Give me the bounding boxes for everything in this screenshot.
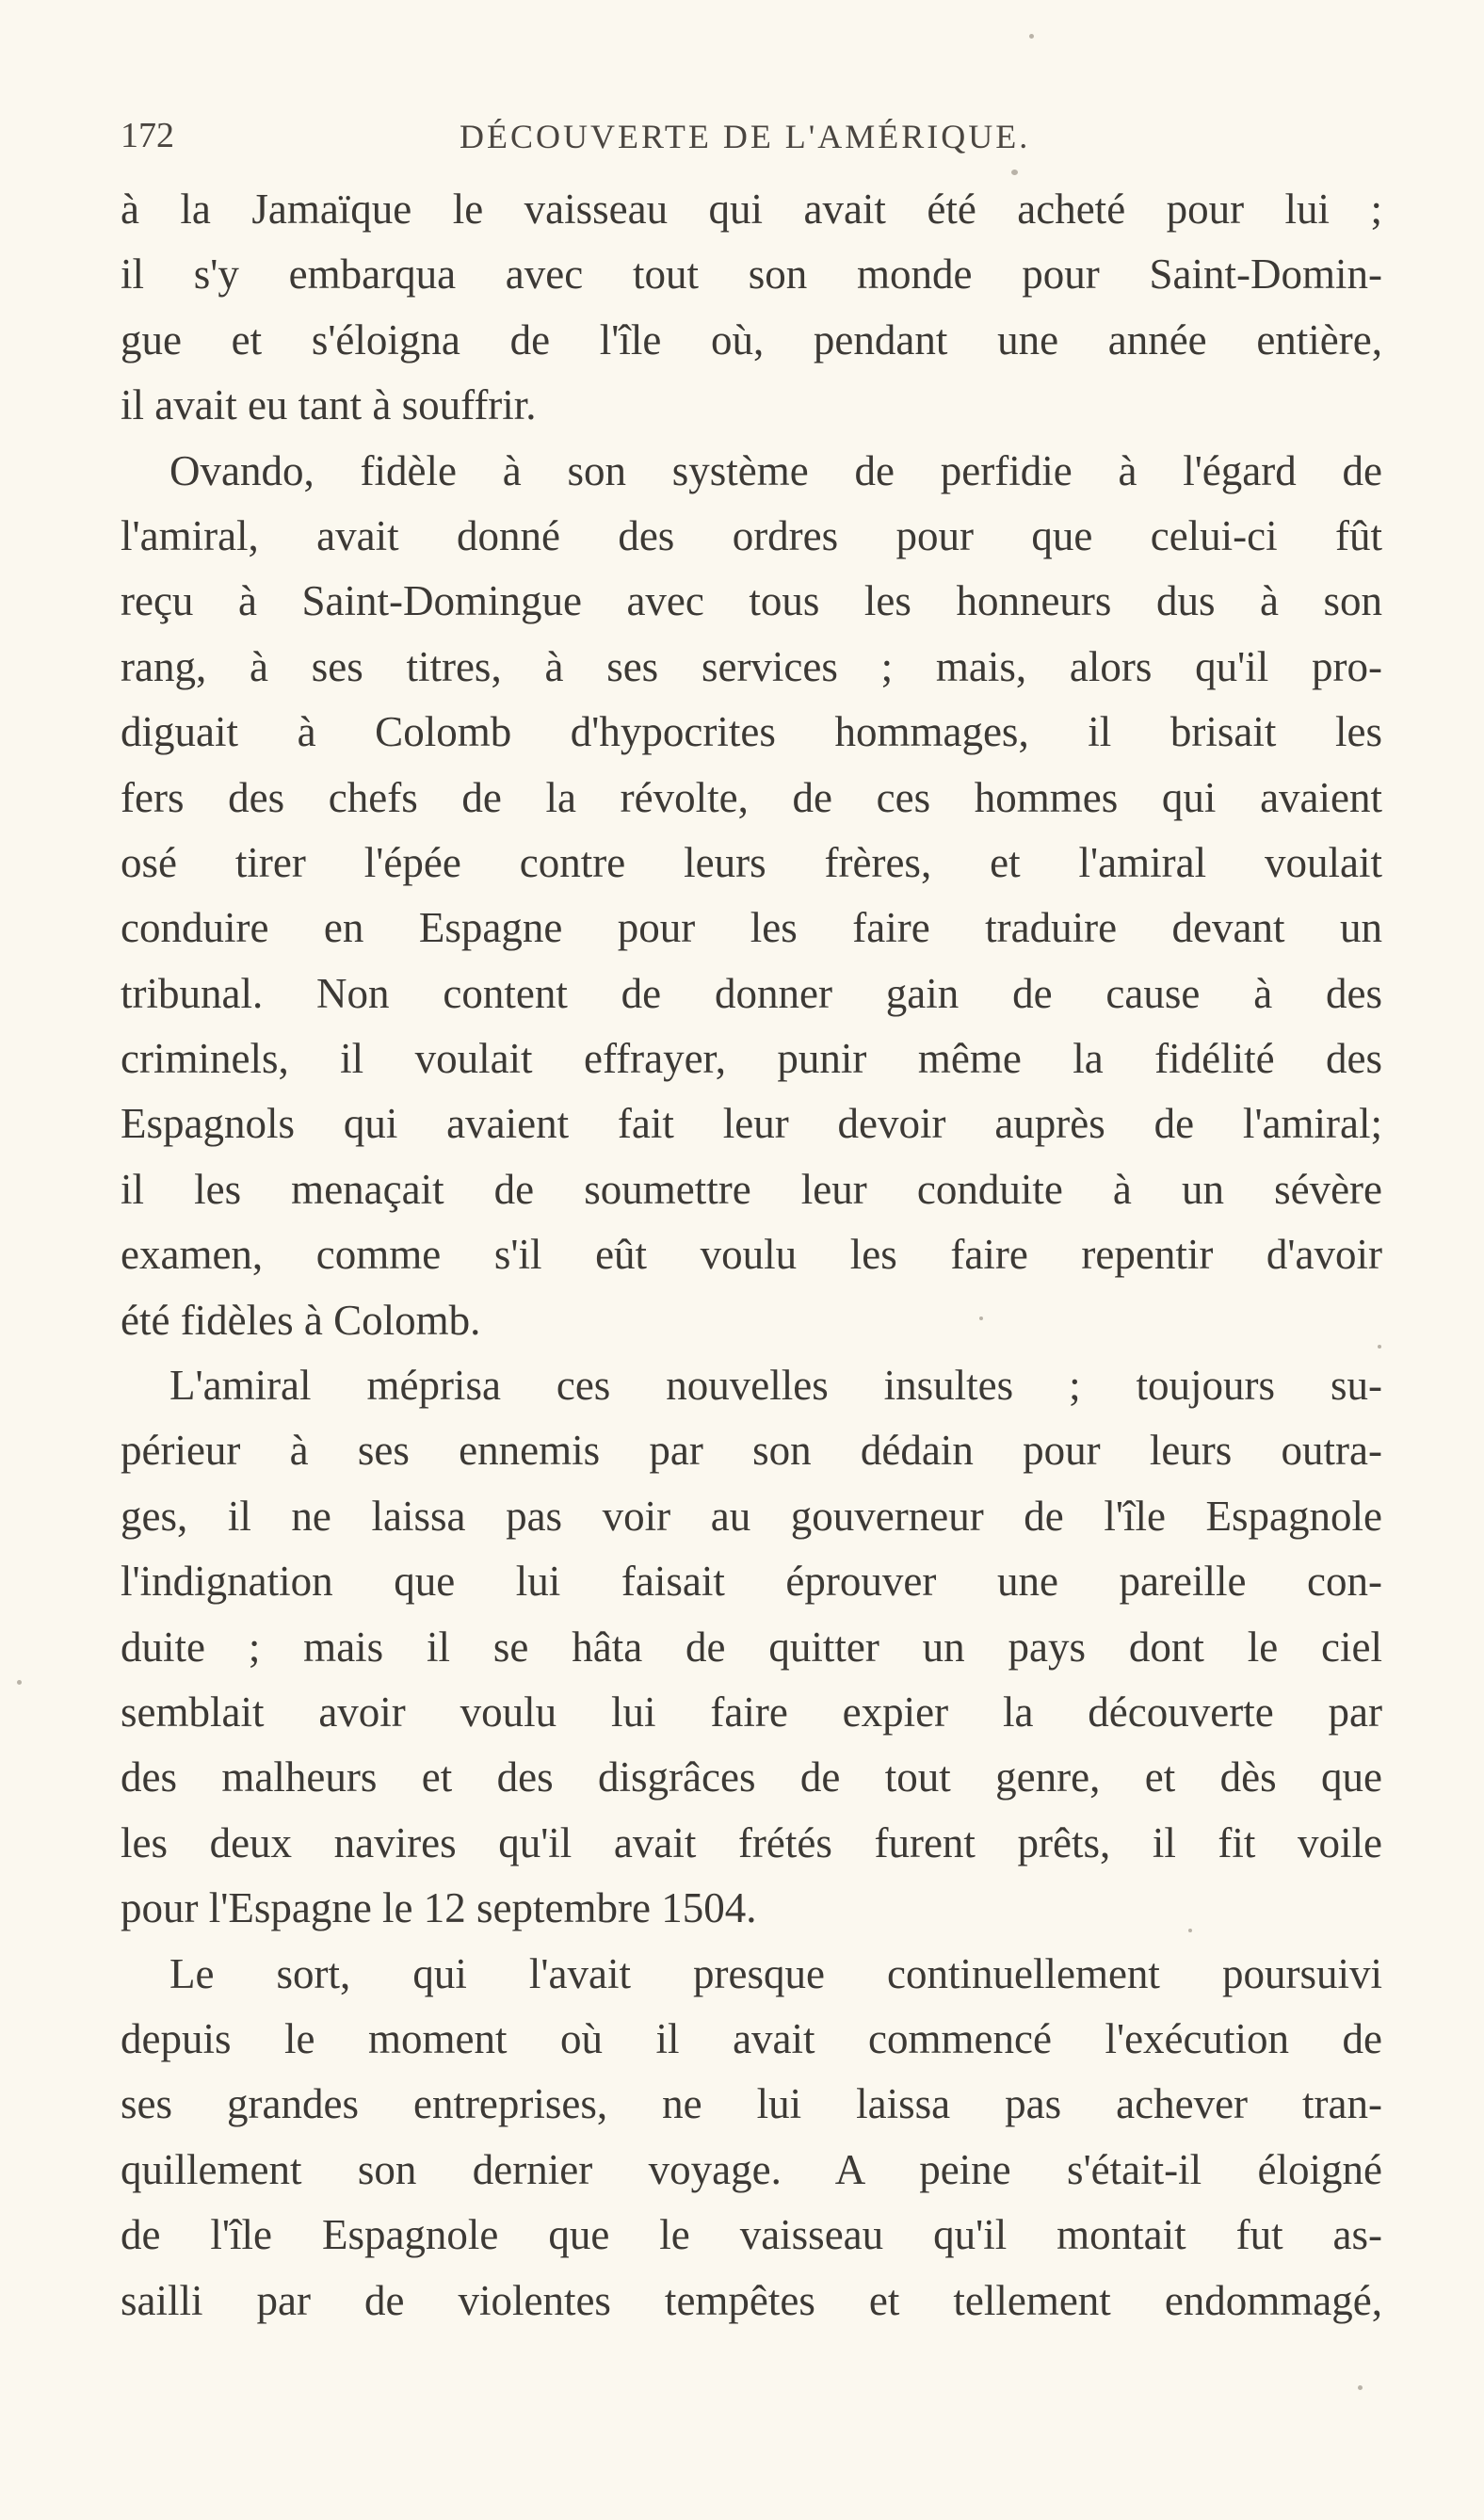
text-line: périeur à ses ennemis par son dédain pour leurs outra- [121,1427,1382,1475]
page-header [121,115,1382,171]
text-line: examen, comme s'il eût voulu les faire repentir d'avoir [121,1231,1382,1279]
text-line: il les menaçait de soumettre leur conduite à un sévère [121,1165,1382,1213]
text-line: les deux navires qu'il avait frétés furent prêts, il fit voile [121,1818,1382,1866]
text-line: été fidèles à Colomb. [121,1296,481,1344]
text-line: criminels, il voulait effrayer, punir même la fidélité des [121,1035,1382,1083]
text-line: reçu à Saint-Domingue avec tous les honneurs dus à son [121,577,1382,625]
paper-speck [1378,1345,1381,1349]
paper-speck [1188,1929,1192,1932]
text-line: pour l'Espagne le 12 septembre 1504. [121,1884,757,1932]
text-line: depuis le moment où il avait commencé l'exécution de [121,2014,1382,2062]
text-line: quillement son dernier voyage. A peine s'était-il éloigné [121,2145,1382,2193]
paper-speck [17,1680,22,1685]
text-line: l'indignation que lui faisait éprouver une pareille con- [121,1558,1382,1606]
text-line: osé tirer l'épée contre leurs frères, et l'amiral voulait [121,838,1382,886]
text-line: l'amiral, avait donné des ordres pour que celui-ci fût [121,511,1382,559]
text-line: ges, il ne laissa pas voir au gouverneur de l'île Espagnole [121,1492,1382,1540]
text-line: à la Jamaïque le vaisseau qui avait été acheté pour lui ; [121,186,1382,233]
text-line: Espagnols qui avaient fait leur devoir auprès de l'amiral; [121,1100,1382,1148]
text-line: diguait à Colomb d'hypocrites hommages, il brisait les [121,708,1382,756]
text-line: des malheurs et des disgrâces de tout genre, et dès que [121,1753,1382,1801]
paper-speck [1358,2385,1363,2390]
paper-speck [1011,170,1018,175]
text-line: rang, à ses titres, à ses services ; mais, alors qu'il pro- [121,642,1382,690]
text-line: fers des chefs de la révolte, de ces hommes qui avaient [121,773,1382,821]
paper-speck [979,1317,983,1320]
text-line: gue et s'éloigna de l'île où, pendant une année entière, [121,315,1382,363]
text-line: duite ; mais il se hâta de quitter un pays dont le ciel [121,1623,1382,1671]
text-line: sailli par de violentes tempêtes et tellement endommagé, [121,2276,1382,2324]
text-line: Le sort, qui l'avait presque continuellement poursuivi [169,1949,1382,1997]
text-line: il avait eu tant à souffrir. [121,381,537,429]
text-line: il s'y embarqua avec tout son monde pour Saint-Domin- [121,250,1382,299]
text-line: conduire en Espagne pour les faire traduire devant un [121,904,1382,952]
text-line: L'amiral méprisa ces nouvelles insultes ; toujours su- [169,1362,1382,1410]
running-head: DÉCOUVERTE DE L'AMÉRIQUE. [460,118,1031,155]
text-line: semblait avoir voulu lui faire expier la découverte par [121,1688,1382,1736]
body-text [121,177,1382,2334]
page-number: 172 [121,116,174,155]
text-line: de l'île Espagnole que le vaisseau qu'il montait fut as- [121,2211,1382,2259]
paper-speck [1029,34,1034,39]
text-line: Ovando, fidèle à son système de perfidie à l'égard de [169,446,1382,494]
text-line: tribunal. Non content de donner gain de cause à des [121,969,1382,1017]
text-line: ses grandes entreprises, ne lui laissa pas achever tran- [121,2080,1382,2128]
